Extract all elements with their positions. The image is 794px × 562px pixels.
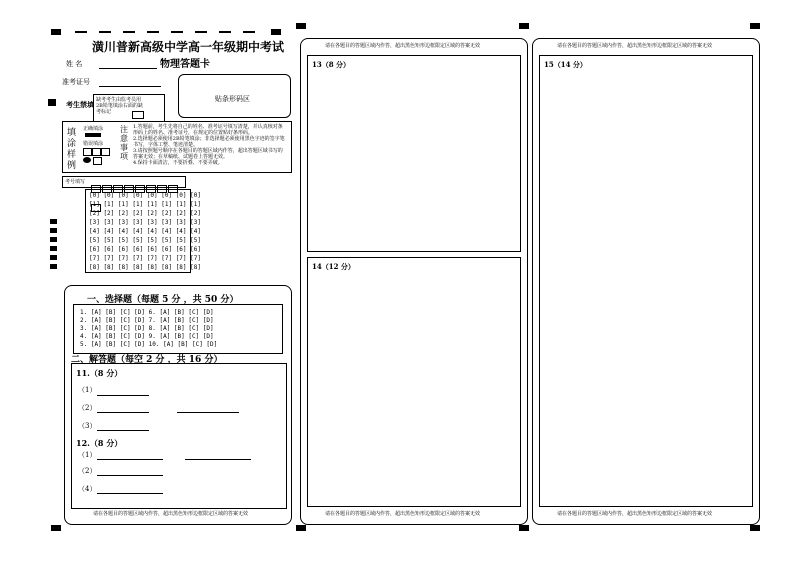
dash-line [99, 31, 111, 33]
q11-blank2a[interactable] [97, 412, 149, 413]
notice-list [133, 124, 285, 166]
dash-line [171, 31, 183, 33]
wrong-fill-label: 错误填涂 [83, 141, 104, 147]
q11-blank1[interactable] [97, 395, 149, 396]
q14-label: 14（12 分） [312, 262, 355, 271]
fill-example-label: 填涂样例 [67, 128, 77, 171]
q12-blank2-label: （2） [78, 467, 97, 475]
card-subtitle: 物理答题卡 [160, 59, 210, 70]
panel-notice-bottom: 请在各题目的答题区域内作答，超出黑色矩形边框限定区域的答案无效 [93, 511, 249, 517]
dash-line [123, 31, 135, 33]
panel-notice-top: 请在各题目的答题区域内作答，超出黑色矩形边框限定区域的答案无效 [557, 43, 713, 49]
q12-blank2[interactable] [97, 475, 163, 476]
mcq-row[interactable]: 5. [A] [B] [C] [D] 10. [A] [B] [C] [D] [80, 341, 218, 348]
q12-blank1a[interactable] [97, 459, 163, 460]
timing-mark [519, 525, 529, 531]
side-mark [50, 228, 57, 233]
correct-fill-label: 正确填涂 [83, 126, 104, 132]
barcode-label: 贴条形码区 [215, 95, 250, 103]
panel-notice-bottom: 请在各题目的答题区域内作答，超出黑色矩形边框限定区域的答案无效 [325, 511, 481, 517]
wrong-fill-samples [83, 148, 111, 164]
id-digit-row[interactable]: [6] [6] [6] [6] [6] [6] [6] [6] [89, 246, 201, 253]
id-digit-row[interactable]: [4] [4] [4] [4] [4] [4] [4] [4] [89, 228, 201, 235]
id-entry-box [62, 176, 186, 188]
timing-mark [519, 23, 529, 29]
middle-answer-panel [300, 38, 528, 525]
q11-blank3[interactable] [97, 430, 149, 431]
dash-line [147, 31, 159, 33]
notice-item: 3.请按照题号顺序在各题目的答题区域内作答，超出答题区域书写的答案无效；在草稿纸、试题卷上答题无效。 [133, 148, 283, 160]
q11-blank1-label: （1） [78, 386, 97, 394]
timing-mark [750, 525, 760, 531]
id-digit-row[interactable]: [7] [7] [7] [7] [7] [7] [7] [7] [89, 255, 201, 262]
id-digit-row[interactable]: [3] [3] [3] [3] [3] [3] [3] [3] [89, 219, 201, 226]
q11-blank2-label: （2） [78, 404, 97, 412]
correct-fill-sample [85, 133, 101, 137]
side-mark [50, 255, 57, 260]
right-answer-panel [532, 38, 760, 525]
ticket-label: 准考证号 [62, 78, 90, 86]
timing-mark [750, 23, 760, 29]
name-label: 姓 名 [66, 60, 83, 68]
notice-item: 2.选择题必须使用2B铅笔填涂；非选择题必须使用黑色字迹的签字笔书写，字体工整、笔迹清楚。 [133, 136, 285, 148]
q12-blank1-label: （1） [78, 451, 97, 459]
left-answer-panel [64, 285, 292, 525]
timing-mark [296, 23, 306, 29]
notice-item: 1.答题前，考生先将自己的姓名、准考证号填写清楚，并认真核对条形码上的姓名、准考证号，在规定的位置贴好条形码。 [133, 124, 283, 136]
q12-label: 12.（8 分） [76, 438, 123, 448]
mcq-row[interactable]: 4. [A] [B] [C] [D] 9. [A] [B] [C] [D] [80, 333, 214, 340]
q15-answer-area[interactable] [539, 55, 753, 507]
mcq-box [73, 304, 283, 354]
section2-title: 二、解答题（每空 2 分 ，共 16 分） [71, 355, 223, 365]
side-mark [50, 264, 57, 269]
q12-blank1b[interactable] [185, 459, 251, 460]
timing-mark [51, 525, 61, 531]
dash-line [219, 31, 231, 33]
q11-blank3-label: （3） [78, 422, 97, 430]
dash-line [75, 31, 87, 33]
id-digit-row[interactable]: [0] [0] [0] [0] [0] [0] [0] [0] [89, 192, 201, 199]
section1-title: 一、选择题（每题 5 分 ，共 50 分） [87, 295, 239, 305]
id-digit-row[interactable]: [1] [1] [1] [1] [1] [1] [1] [1] [89, 201, 201, 208]
id-bubbles[interactable] [89, 191, 201, 272]
q13-answer-area[interactable] [307, 55, 521, 252]
notice-label: 注意事项 [120, 125, 128, 161]
status-mark [48, 99, 56, 106]
fill-example-box [62, 121, 292, 173]
name-field[interactable] [99, 68, 157, 69]
side-mark [50, 219, 57, 224]
panel-notice-bottom: 请在各题目的答题区域内作答，超出黑色矩形边框限定区域的答案无效 [557, 511, 713, 517]
id-digit-row[interactable]: [8] [8] [8] [8] [8] [8] [8] [8] [89, 264, 201, 271]
notice-item: 4.保持卡面清洁，不要折叠、不要弄破。 [133, 160, 223, 166]
mcq-row[interactable]: 3. [A] [B] [C] [D] 8. [A] [B] [C] [D] [80, 325, 214, 332]
id-digit-row[interactable]: [2] [2] [2] [2] [2] [2] [2] [2] [89, 210, 201, 217]
q11-label: 11.（8 分） [76, 368, 123, 378]
side-mark [50, 237, 57, 242]
timing-mark [271, 29, 281, 35]
side-mark [50, 246, 57, 251]
mcq-row[interactable]: 1. [A] [B] [C] [D] 6. [A] [B] [C] [D] [80, 309, 214, 316]
q13-label: 13（8 分） [312, 60, 351, 69]
dash-line [243, 31, 255, 33]
status-box [93, 94, 165, 122]
ticket-field[interactable] [99, 86, 161, 87]
id-digit-row[interactable]: [5] [5] [5] [5] [5] [5] [5] [5] [89, 237, 201, 244]
timing-mark [296, 525, 306, 531]
dash-line [195, 31, 207, 33]
barcode-area [178, 74, 291, 118]
q14-answer-area[interactable] [307, 257, 521, 507]
absent-checkbox[interactable] [132, 111, 144, 119]
status-label: 考生禁填 [66, 100, 94, 109]
status-text: 缺考考生由监考员用2B铅笔填涂右面的缺考标记 [96, 97, 143, 115]
id-entry-label: 考号填写 [65, 179, 86, 185]
q12-blank4-label: （4） [78, 485, 97, 493]
short-answer-box [71, 363, 287, 509]
mcq-row[interactable]: 2. [A] [B] [C] [D] 7. [A] [B] [C] [D] [80, 317, 214, 324]
timing-mark [51, 29, 61, 35]
q12-blank4[interactable] [97, 493, 163, 494]
q15-label: 15（14 分） [544, 60, 587, 69]
q11-blank2b[interactable] [177, 412, 239, 413]
school-title: 潢川普新高级中学高一年级期中考试 [92, 40, 285, 54]
panel-notice-top: 请在各题目的答题区域内作答，超出黑色矩形边框限定区域的答案无效 [325, 43, 481, 49]
